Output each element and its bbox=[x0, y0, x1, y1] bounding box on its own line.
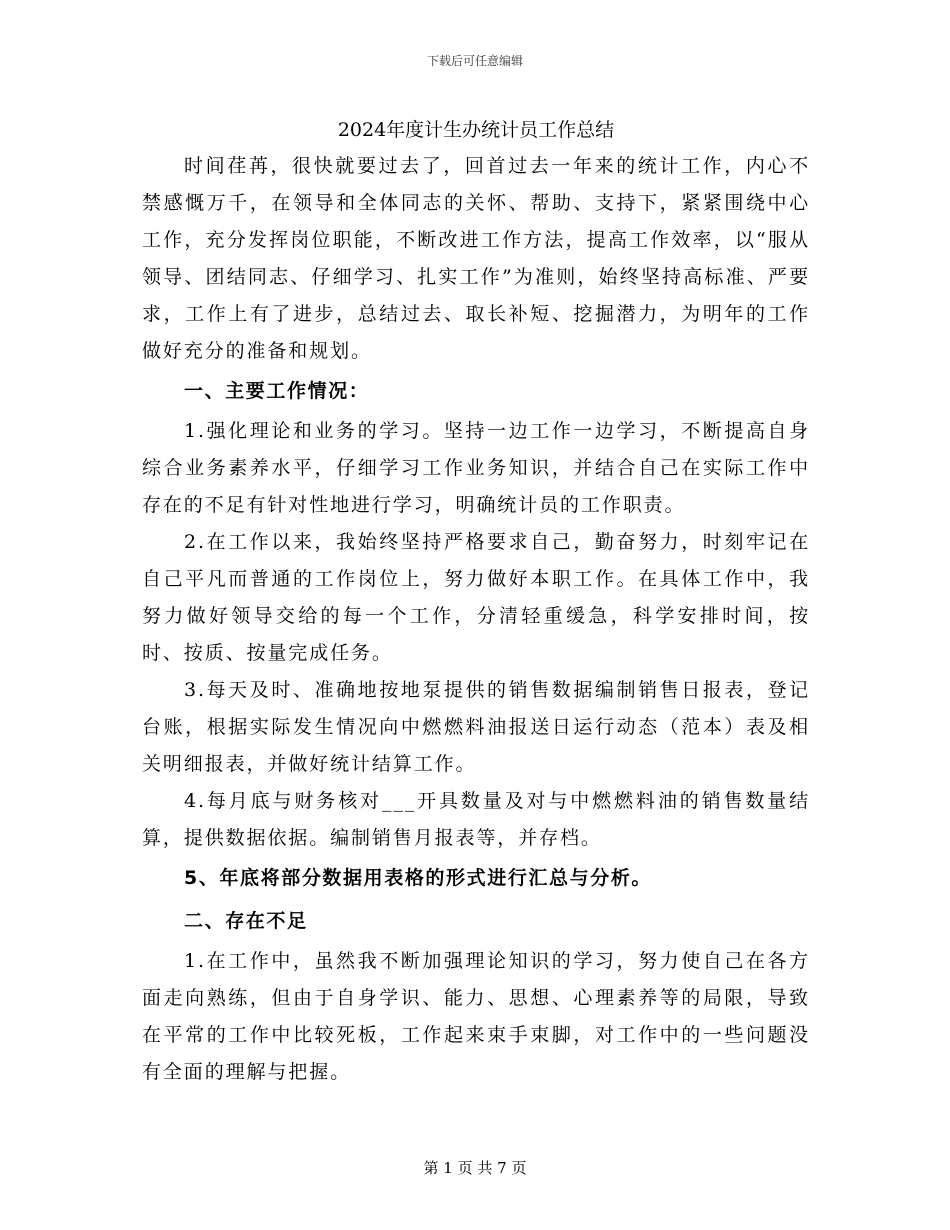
work-item-3: 3.每天及时、准确地按地泵提供的销售数据编制销售日报表，登记台账，根据实际发生情况向中燃燃料油报送日运行动态（范本）表及相关明细报表，并做好统计结算工作。 bbox=[142, 679, 810, 775]
work-item-1: 1.强化理论和业务的学习。坚持一边工作一边学习，不断提高自身综合业务素养水平，仔细学习工作业务知识，并结合自己在实际工作中存在的不足有针对性地进行学习，明确统计员的工作职责。 bbox=[142, 420, 810, 516]
document-body bbox=[142, 110, 810, 1091]
page-header-note: 下载后可任意编辑 bbox=[426, 54, 523, 68]
intro-paragraph: 时间荏苒，很快就要过去了，回首过去一年来的统计工作，内心不禁感慨万千，在领导和全体同志的关怀、帮助、支持下，紧紧围绕中心工作，充分发挥岗位职能，不断改进工作方法，提高工作效率，以“服从领导、团结同志、仔细学习、扎实工作”为准则，始终坚持高标准、严要求，工作上有了进步，总结过去、取长补短、挖掘潜力，为明年的工作做好充分的准备和规划。 bbox=[142, 155, 810, 362]
shortcoming-item-1: 1.在工作中，虽然我不断加强理论知识的学习，努力使自己在各方面走向熟练，但由于自身学识、能力、思想、心理素养等的局限，导致在平常的工作中比较死板，工作起来束手束脚，对工作中的一些问题没有全面的理解与把握。 bbox=[142, 950, 810, 1083]
document-title: 2024年度计生办统计员工作总结 bbox=[337, 119, 615, 141]
work-item-4: 4.每月底与财务核对___开具数量及对与中燃燃料油的销售数量结算，提供数据依据。编制销售月报表等，并存档。 bbox=[142, 790, 810, 849]
work-item-2: 2.在工作以来，我始终坚持严格要求自己，勤奋努力，时刻牢记在自己平凡而普通的工作岗位上，努力做好本职工作。在具体工作中，我努力做好领导交给的每一个工作，分清轻重缓急，科学安排时间，按时、按质、按量完成任务。 bbox=[142, 531, 810, 664]
section-heading-shortcomings: 二、存在不足 bbox=[184, 910, 308, 932]
page-number: 第 1 页 共 7 页 bbox=[423, 1159, 527, 1177]
work-item-5: 5、年底将部分数据用表格的形式进行汇总与分析。 bbox=[184, 867, 653, 889]
section-heading-main-work: 一、主要工作情况： bbox=[184, 380, 370, 402]
